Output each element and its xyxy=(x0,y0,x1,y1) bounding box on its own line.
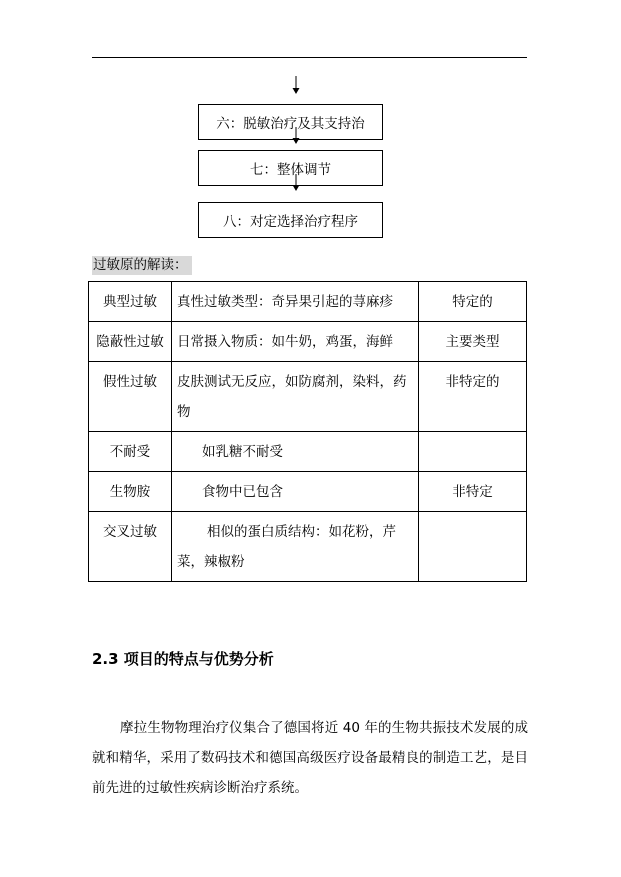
table-cell-type: 不耐受 xyxy=(89,432,172,472)
flow-box-eight: 八：对定选择治疗程序 xyxy=(198,202,383,238)
arrow-down-icon xyxy=(292,127,300,144)
arrow-down-icon xyxy=(292,174,300,191)
table-cell-type: 典型过敏 xyxy=(89,282,172,322)
section-label: 过敏原的解读： xyxy=(92,256,192,275)
table-cell-desc: 食物中已包含 xyxy=(172,472,419,512)
flow-box-seven: 七：整体调节 xyxy=(198,150,383,186)
allergen-table xyxy=(88,281,527,582)
table-cell-desc: 皮肤测试无反应，如防腐剂，染料，药物 xyxy=(172,362,419,432)
table-cell-desc: 如乳糖不耐受 xyxy=(172,432,419,472)
table-cell-spec xyxy=(419,432,527,472)
table-cell-spec: 特定的 xyxy=(419,282,527,322)
table-cell-desc: 相似的蛋白质结构：如花粉，芹菜，辣椒粉 xyxy=(172,512,419,582)
table-cell-desc: 日常摄入物质：如牛奶，鸡蛋，海鲜 xyxy=(172,322,419,362)
table-cell-spec: 非特定的 xyxy=(419,362,527,432)
table-cell-type: 假性过敏 xyxy=(89,362,172,432)
table-cell-type: 生物胺 xyxy=(89,472,172,512)
table-cell-spec: 非特定 xyxy=(419,472,527,512)
header-rule xyxy=(92,57,527,58)
table-row xyxy=(89,322,527,362)
table-cell-type: 交叉过敏 xyxy=(89,512,172,582)
table-row xyxy=(89,432,527,472)
section-heading: 2.3 项目的特点与优势分析 xyxy=(92,650,274,668)
flow-box-six: 六：脱敏治疗及其支持治 xyxy=(198,104,383,140)
table-row xyxy=(89,282,527,322)
body-paragraph: 摩拉生物物理治疗仪集合了德国将近 40 年的生物共振技术发展的成就和精华，采用了数码技术和德国高级医疗设备最精良的制造工艺，是目前先进的过敏性疾病诊断治疗系统。 xyxy=(92,720,528,796)
table-row xyxy=(89,362,527,432)
table-cell-type: 隐蔽性过敏 xyxy=(89,322,172,362)
table-cell-spec: 主要类型 xyxy=(419,322,527,362)
table-row xyxy=(89,512,527,582)
table-row xyxy=(89,472,527,512)
arrow-down-icon xyxy=(292,76,300,94)
table-cell-desc: 真性过敏类型：奇异果引起的荨麻疹 xyxy=(172,282,419,322)
table-cell-spec xyxy=(419,512,527,582)
